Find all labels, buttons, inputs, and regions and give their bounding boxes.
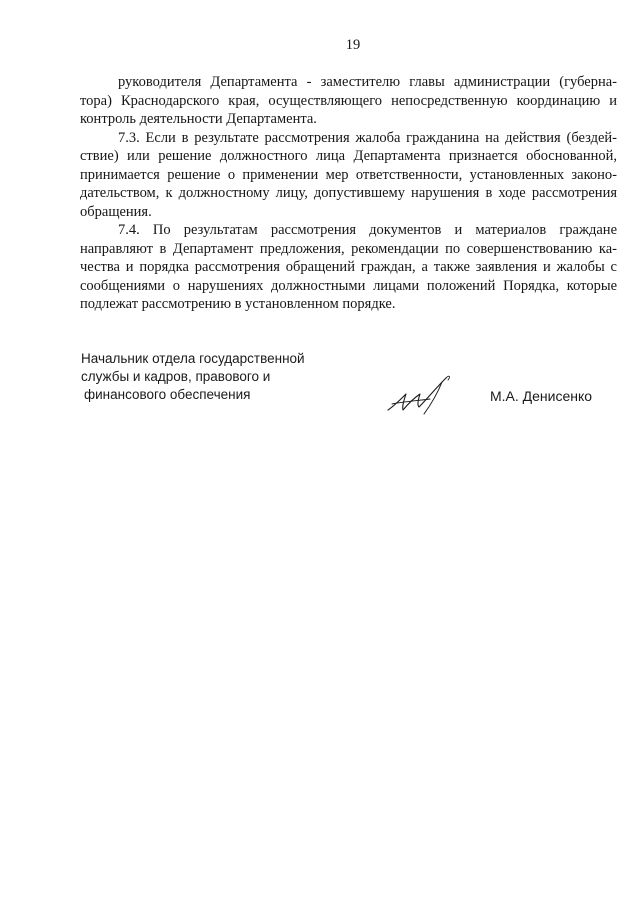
text-line: сообщениями о нарушениях должностными лицами положений Порядка, которые	[80, 277, 617, 294]
text-line: обращения.	[80, 203, 152, 220]
text-line: подлежат рассмотрению в установленном порядке.	[80, 296, 396, 312]
page-number: 19	[345, 37, 361, 53]
text-line: 7.4. По результатам рассмотрения документов и материалов граждане	[118, 222, 617, 238]
position-line: службы и кадров, правового и	[81, 369, 271, 384]
text-line: 7.3. Если в результате рассмотрения жалоба гражданина на действия (бездей-	[118, 129, 617, 146]
text-line: руководителя Департамента - заместителю главы администрации (губерна-	[118, 74, 617, 90]
signer-position	[81, 350, 305, 404]
paragraph	[80, 73, 617, 129]
text-line: принимается решение о применении мер ответственности, установленных законо-	[80, 166, 617, 183]
paragraph	[80, 221, 617, 314]
text-line: чества и порядка рассмотрения обращений граждан, а также заявления и жалобы с	[80, 259, 617, 275]
text-line: тора) Краснодарского края, осуществляющего непосредственную координацию и	[80, 92, 617, 109]
position-line: финансового обеспечения	[84, 387, 251, 402]
signer-name: М.А. Денисенко	[490, 388, 593, 404]
text-line: контроль деятельности Департамента.	[80, 111, 317, 127]
document-body	[80, 73, 617, 314]
text-line: дательством, к должностному лицу, допустившему нарушения в ходе рассмотрения	[80, 185, 617, 201]
handwritten-signature	[384, 370, 464, 420]
position-line: Начальник отдела государственной	[81, 351, 305, 366]
text-line: ствие) или решение должностного лица Департамента признается обоснованной,	[80, 148, 617, 164]
paragraph	[80, 129, 617, 222]
text-line: направляют в Департамент предложения, рекомендации по совершенствованию ка-	[80, 240, 617, 257]
